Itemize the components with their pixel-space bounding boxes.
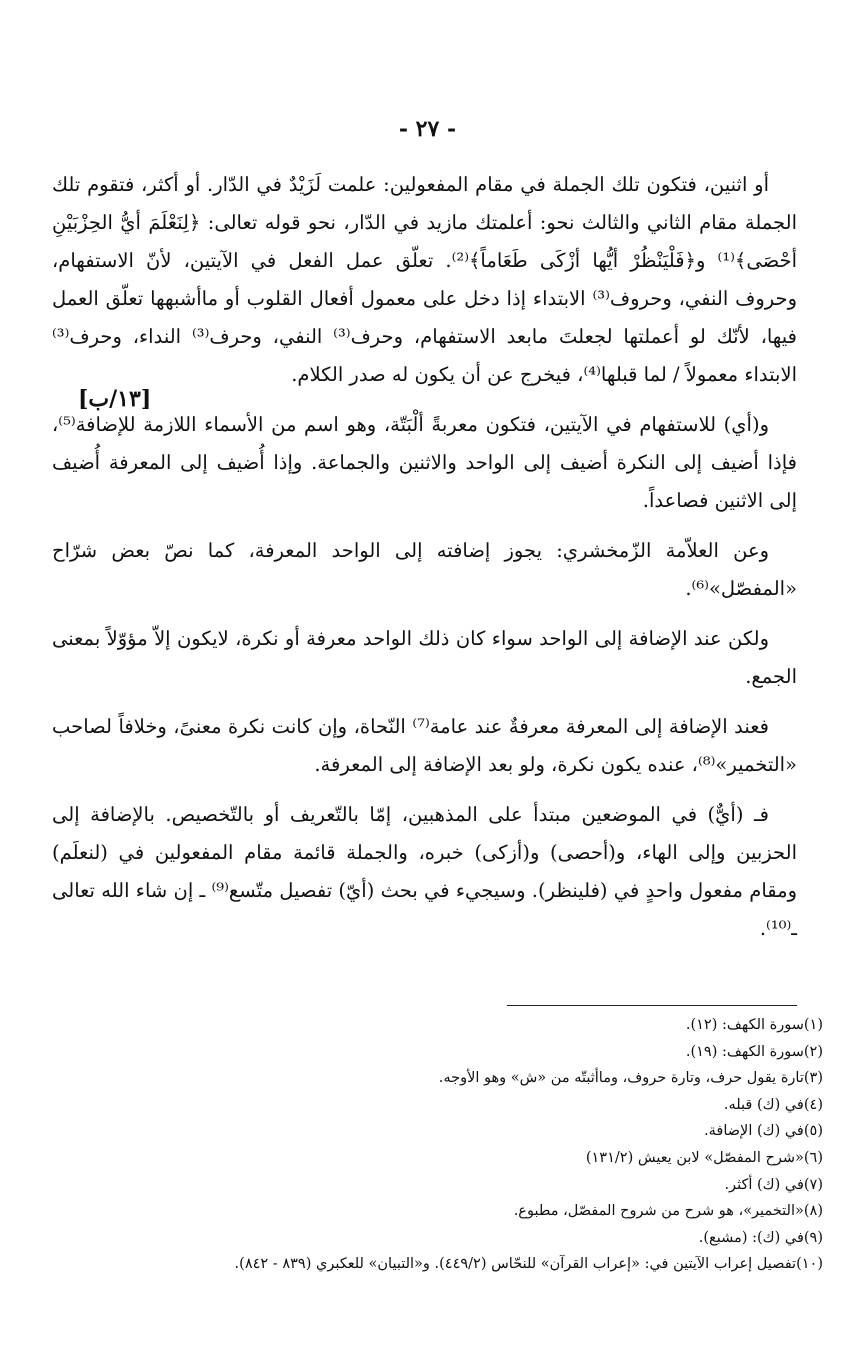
footnote-4: (٤)في (ك) قبله. [723,1096,823,1113]
page-number: - ٢٧ - [398,116,457,142]
footnotes-list [33,1012,823,1278]
paragraph-1: أو اثنين، فتكون تلك الجملة في مقام المفعولين: علمت لَزَيْدٌ في الدّار. أو أكثر، فتقوم تلك الجملة مقام الثاني والثالث نحو: أعلمتك مازيد في الدّار، نحو قوله تعالى: ﴿لِنَعْلَمَ أيُّ الحِزْبَيْنِ أحْصَى﴾⁽¹⁾ و﴿فَلْيَنْظُرْ أيُّها أزْكَى طَعَاماً﴾⁽²⁾. تعلّق عمل الفعل في الآيتين، لأنّ الاستفهام، وحروف النفي، وحروف⁽³⁾ الابتداء إذا دخل على معمول أفعال القلوب أو ماأشبهها تعلّق العمل فيها، لأنّك لو أعملتها لجعلتَ مابعد الاستفهام، وحرف⁽³⁾ النفي، وحرف⁽³⁾ النداء، وحرف⁽³⁾ الابتداء معمولاً / لما قبلها⁽⁴⁾، فيخرج عن أن يكون له صدر الكلام. [52,173,797,386]
footnote-8: (٨)«التخمير»، هو شرح من شروح المفصّل، مطبوع. [513,1203,823,1220]
footnote-10: (١٠)تفصيل إعراب الآيتين في: «إعراب القرآن» للنحّاس (٤٤٩/٢). و«التبيان» للعكبري (٨٣٩ - ٨٤٢). [234,1256,823,1273]
paragraph-3: وعن العلاّمة الزّمخشري: يجوز إضافته إلى الواحد المعرفة، كما نصّ بعض شرّاح «المفصّل»⁽⁶⁾. [52,539,797,600]
paragraph-6: فـ (أيٌّ) في الموضعين مبتدأ على المذهبين، إمّا بالتّعريف أو بالتّخصيص. بالإضافة إلى الحزبين وإلى الهاء، و(أحصى) و(أزكى) خبره، والجملة قائمة مقام المفعولين في (لنعلَم) ومقام مفعول واحدٍ في (فلينظر). وسيجيء في بحث (أيّ) تفصيل متّسع⁽⁹⁾ ـ إن شاء الله تعالى ـ⁽¹⁰⁾. [52,803,797,940]
paragraph-5: فعند الإضافة إلى المعرفة معرفةٌ عند عامة⁽⁷⁾ النّحاة، وإن كانت نكرة معنىً، وخلافاً لصاحب «التخمير»⁽⁸⁾، عنده يكون نكرة، ولو بعد الإضافة إلى المعرفة. [52,715,797,776]
paragraph-4: ولكن عند الإضافة إلى الواحد سواء كان ذلك الواحد معرفة أو نكرة، لايكون إلاّ مؤوّلاً بمعنى الجمع. [52,627,797,688]
footnote-1: (١)سورة الكهف: (١٢). [685,1017,823,1033]
footnote-2: (٢)سورة الكهف: (١٩). [685,1043,823,1060]
footnote-7: (٧)في (ك) أكثر. [724,1176,823,1193]
main-text [52,166,797,960]
paragraph-2: و(أي) للاستفهام في الآيتين، فتكون معربةً ألْبَتّة، وهو اسم من الأسماء اللازمة للإضافة⁽⁵⁾، فإذا أضيف إلى النكرة أضيف إلى الواحد والاثنين والجماعة. وإذا أُضيف إلى المعرفة أُضيف إلى الاثنين فصاعداً. [52,413,797,512]
footnote-3: (٣)تارة يقول حرف، وتارة حروف، وماأثبتّه من «ش» وهو الأوجه. [438,1070,823,1087]
footnote-9: (٩)في (ك): (مشبع). [698,1229,823,1246]
footnote-6: (٦)«شرح المفصّل» لابن يعيش (١٣١/٢) [585,1149,823,1166]
footnote-5: (٥)في (ك) الإضافة. [704,1123,823,1140]
folio-marker: [١٣/ب] [78,386,152,412]
footnote-separator [507,1005,797,1006]
